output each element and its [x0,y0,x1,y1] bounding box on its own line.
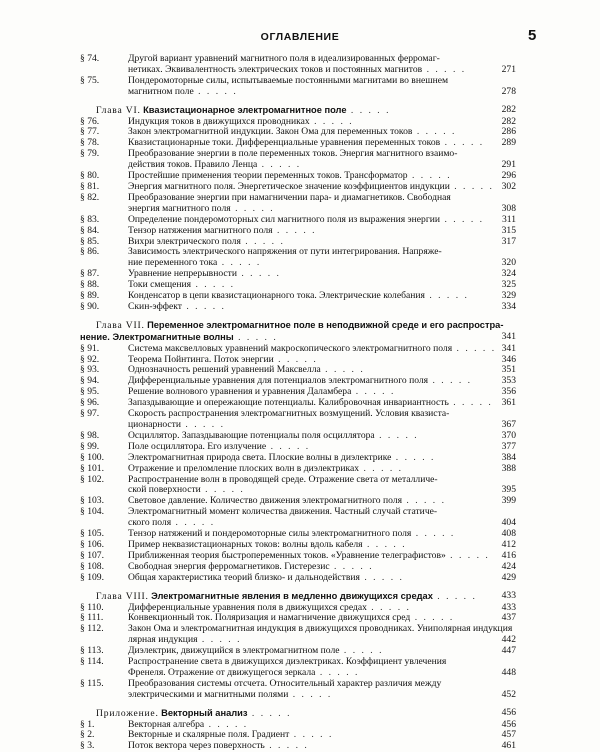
section-title: Свободная энергия ферромагнетиков. Гистерезис [128,560,330,572]
section-number: § 2. [80,729,95,741]
section-number: § 100. [80,451,104,463]
section-gap [80,313,516,320]
page-ref: 452 [498,690,516,701]
section-number: § 78. [80,137,100,149]
section-number: § 112. [80,623,104,635]
page-ref: 442 [498,635,516,646]
section-title: Однозначность решений уравнений Максвелла [128,364,321,376]
chapter-label: Глава VII. [96,319,145,331]
section-number: § 104. [80,506,104,518]
section-number: § 93. [80,364,100,376]
page-ref: 448 [498,668,516,679]
page-ref: 320 [498,258,516,269]
section-number: § 105. [80,528,104,540]
page-ref: 395 [498,485,516,496]
section-number: § 97. [80,408,100,420]
section-number: § 3. [80,740,95,752]
page-ref: 370 [498,431,516,442]
section-title: электрическими и магнитными полями [128,688,289,700]
section-number: § 77. [80,126,100,138]
dot-leader: . . . . . [428,375,473,387]
dot-leader: . . . . . [366,601,411,613]
dot-leader: . . . . . [448,397,493,409]
toc-chapter-line [80,320,516,332]
section-title: Дифференциальные уравнения поля в движущихся средах [128,601,367,613]
section-number: § 75. [80,74,100,86]
section-number: § 83. [80,213,100,225]
page-ref: 317 [498,237,516,248]
page-ref: 433 [498,591,516,602]
dot-leader: . . . . . [240,235,285,247]
dot-leader: . . . . . [351,386,396,398]
dot-leader: . . . . . [289,729,334,741]
section-title: Тензор натяжения магнитного поля [128,224,273,236]
dot-leader: . . . . . [193,85,238,97]
page-ref: 353 [498,376,516,387]
section-title: Индукция токов в движущихся проводниках [128,115,310,127]
dot-leader: . . . . . [230,202,275,214]
section-number: § 106. [80,538,104,550]
dot-leader: . . . . . [411,528,456,540]
chapter-title: Электромагнитные явления в медленно движущихся средах [151,590,433,601]
section-number: § 115. [80,677,104,689]
dot-leader: . . . . . [200,484,245,496]
dot-leader: . . . . . [359,462,404,474]
section-number: § 87. [80,268,100,280]
page-ref: 356 [498,387,516,398]
page-ref: 351 [498,365,516,376]
section-number: § 110. [80,601,104,613]
dot-leader: . . . . . [402,495,446,507]
section-number: § 99. [80,440,100,452]
section-title: Векторные и скалярные поля. Градиент [128,729,290,741]
page-ref: 289 [498,138,516,149]
section-number: § 89. [80,290,100,302]
section-title: Векторная алгебра [128,718,205,730]
chapter-title: Векторный анализ [161,707,248,718]
dot-leader: . . . . . [339,645,384,657]
page-ref: 412 [498,540,516,551]
dot-leader: . . . . . [191,279,236,291]
section-title: Френеля. Отражение от движущегося зеркала [128,666,316,678]
dot-leader: . . . . . [440,137,485,149]
page-ref: 388 [498,464,516,475]
section-title: Электромагнитная природа света. Плоские волны в диэлектрике [128,451,392,463]
section-title: ционарности [128,419,182,430]
section-number: § 114. [80,656,104,668]
page-ref: 334 [498,302,516,313]
page-ref: 437 [498,613,516,624]
toc-entry-line [80,302,516,313]
section-title: Преобразование энергии при намагничении пара- и диамагнетиков. Свободная [128,191,451,203]
toc-entry-line [80,87,516,98]
page-ref: 341 [498,332,516,343]
page-ref: 278 [498,87,516,98]
dot-leader: . . . . . [233,331,278,343]
dot-leader: . . . . . [391,451,436,463]
section-title: Осциллятор. Запаздывающие потенциалы поля осциллятора [128,429,375,441]
section-title: ской поверхности [128,484,201,496]
page-ref: 404 [498,518,516,529]
dot-leader: . . . . . [181,300,226,312]
page-ref: 384 [498,453,516,464]
dot-leader: . . . . . [374,429,419,441]
section-title: Квазистационарные токи. Дифференциальные уравнения переменных токов [128,137,441,149]
section-title: Закон Ома и электромагнитная индукция в движущихся проводниках. Униполярная индукция [128,623,513,635]
section-number: § 109. [80,571,104,583]
section-number: § 1. [80,718,95,730]
section-number: § 94. [80,375,100,387]
dot-leader: . . . . . [266,440,311,452]
section-title: Электромагнитный момент количества движения. Частный случай статиче- [128,506,438,518]
dot-leader: . . . . . [432,590,477,602]
dot-leader: . . . . . [452,342,497,354]
page-ref: 282 [498,117,516,128]
page-ref: 457 [498,730,516,741]
page-ref: 346 [498,355,516,366]
section-title: магнитном поле [128,85,194,97]
section-number: § 113. [80,645,104,657]
dot-leader: . . . . . [412,126,457,138]
dot-leader: . . . . . [217,257,262,269]
dot-leader: . . . . . [440,213,485,225]
page-ref: 308 [498,204,516,215]
toc-entry-line [80,690,516,701]
section-number: § 107. [80,549,104,561]
page-ref: 424 [498,562,516,573]
section-title: ского поля [128,517,172,529]
section-number: § 90. [80,300,100,312]
section-title: Тензор натяжений и пондеромоторные силы электромагнитного поля [128,528,412,540]
dot-leader: . . . . . [445,549,490,561]
section-title: Теорема Пойнтинга. Поток энергии [128,353,274,365]
page-ref: 461 [498,741,516,752]
dot-leader: . . . . . [320,364,365,376]
page-ref: 377 [498,442,516,453]
section-title: действия токов. Правило Ленца [128,159,258,171]
chapter-title: Переменное электромагнитное поле в неподвижной среде и его распростра- [147,319,504,330]
chapter-title: Квазистационарное электромагнитное поле [143,104,347,115]
page-ref: 361 [498,398,516,409]
section-title: Поле осциллятора. Его излучение [128,440,267,452]
page-ref: 315 [498,226,516,237]
section-gap [80,701,516,708]
dot-leader: . . . . . [273,353,318,365]
section-title: Система максвелловых уравнений макроскопического электромагнитного поля [128,342,453,354]
page-ref: 447 [498,646,516,657]
section-title: Поток вектора через поверхность [128,740,265,752]
section-title: Закон электромагнитной индукции. Закон Ома для переменных токов [128,126,413,138]
section-title: Дифференциальные уравнения для потенциалов электромагнитного поля [128,375,429,387]
page-ref: 408 [498,529,516,540]
section-title: Отражение и преломление плоских волн в диэлектриках [128,462,360,474]
section-number: § 85. [80,235,100,247]
dot-leader: . . . . . [410,612,455,624]
section-title: Пондеромоторные силы, испытываемые постоянными магнитами во внешнем [128,74,449,86]
dot-leader: . . . . . [424,290,469,302]
page-ref: 282 [498,105,516,116]
toc-entry-line [80,741,516,752]
section-number: § 102. [80,473,104,485]
chapter-label: Приложение. [96,707,159,719]
dot-leader: . . . . . [449,180,494,192]
section-gap [80,584,516,591]
section-title: Конвекционный ток. Поляризация и намагничение движущихся сред [128,612,411,624]
page-ref: 324 [498,269,516,280]
section-number: § 80. [80,170,100,182]
section-title: Скорость распространения электромагнитных возмущений. Условия квазиста- [128,408,450,420]
dot-leader: . . . . . [288,688,333,700]
dot-leader: . . . . . [407,170,452,182]
section-title: лярная индукция [128,634,198,646]
page-ref: 329 [498,291,516,302]
section-title: Пример неквазистационарных токов: волны вдоль кабеля [128,538,363,550]
section-title: Определение пондеромоторных сил магнитного поля из выражения энергии [128,213,441,225]
section-title: ние переменного тока [128,257,218,269]
section-title: Зависимость электрического напряжения от пути интегрирования. Напряже- [128,246,442,258]
section-number: § 76. [80,115,100,127]
dot-leader: . . . . . [171,517,216,529]
section-number: § 96. [80,397,100,409]
page-header-title: ОГЛАВЛЕНИЕ [260,31,340,43]
section-title: Общая характеристика теорий близко- и дальнодействия [128,571,360,583]
section-gap [80,98,516,105]
page-ref: 341 [498,344,516,355]
page-ref: 367 [498,420,516,431]
section-number: § 86. [80,246,100,258]
table-of-contents [80,54,516,752]
page-ref: 311 [498,215,516,226]
chapter-label: Глава VI. [96,104,141,116]
dot-leader: . . . . . [257,159,302,171]
dot-leader: . . . . . [181,419,225,430]
section-title: Вихри электрического поля [128,235,241,247]
section-number: § 111. [80,612,104,624]
dot-leader: . . . . . [422,63,467,75]
section-title: нетиках. Эквивалентность электрических токов и постоянных магнитов [128,63,423,75]
dot-leader: . . . . . [197,634,242,646]
section-number: § 81. [80,180,100,192]
section-number: § 82. [80,191,100,203]
section-title: Решение волнового уравнения и уравнения Даламбера [128,386,352,398]
page-ref: 291 [498,160,516,171]
section-title: Распространение света в движущихся диэлектриках. Коэффициент увлечения [128,656,447,668]
section-title: Скин-эффект [128,300,182,312]
section-number: § 98. [80,429,100,441]
section-title: Запаздывающие и опережающие потенциалы. Калибровочная инвариантность [128,397,449,409]
section-title: Световое давление. Количество движения электромагнитного поля [128,495,403,507]
dot-leader: . . . . . [272,224,317,236]
dot-leader: . . . . . [362,538,407,550]
dot-leader: . . . . . [359,571,404,583]
dot-leader: . . . . . [264,740,309,752]
page-ref: 429 [498,573,516,584]
section-number: § 103. [80,495,104,507]
section-title: Уравнение непрерывности [128,268,237,280]
dot-leader: . . . . . [247,707,292,719]
chapter-title: нение. Электромагнитные волны [80,331,234,342]
dot-leader: . . . . . [315,666,360,678]
dot-leader: . . . . . [346,104,391,116]
chapter-label: Глава VIII. [96,590,149,602]
section-number: § 74. [80,53,100,64]
section-number: § 95. [80,386,100,398]
section-number: § 92. [80,353,100,365]
section-title: Энергия магнитного поля. Энергетическое значение коэффициентов индукции [128,180,450,192]
section-number: § 79. [80,148,100,160]
section-title: Диэлектрик, движущийся в электромагнитном поле [128,645,340,657]
toc-entry-line [80,573,516,584]
page-ref: 399 [498,496,516,507]
section-title: Распространение волн в проводящей среде. Отражение света от металличе- [128,473,438,485]
section-title: Конденсатор в цепи квазистационарного тока. Электрические колебания [128,290,425,302]
section-title: энергия магнитного поля [128,202,231,214]
section-title: Токи смещения [128,279,192,291]
section-title: Приближенная теория быстропеременных токов. «Уравнение телеграфистов» [128,549,446,561]
page-ref: 325 [498,280,516,291]
dot-leader: . . . . . [309,115,354,127]
page-ref: 286 [498,127,516,138]
page-ref: 456 [498,720,516,731]
section-title: Простейшие применения теории переменных токов. Трансформатор [128,170,408,182]
section-title: Преобразование энергии в поле переменных токов. Энергия магнитного взаимо- [128,148,458,160]
page-ref: 416 [498,551,516,562]
section-title: Преобразования системы отсчета. Относительный характер различия между [128,677,442,689]
page-number: 5 [528,27,537,44]
dot-leader: . . . . . [329,560,374,572]
section-title: Другой вариант уравнений магнитного поля в идеализированных ферромаг- [128,53,440,64]
section-number: § 88. [80,279,100,291]
dot-leader: . . . . . [204,718,249,730]
section-number: § 91. [80,342,100,354]
section-number: § 84. [80,224,100,236]
page-ref: 302 [498,182,516,193]
page-ref: 296 [498,171,516,182]
section-number: § 108. [80,560,104,572]
section-number: § 101. [80,462,104,474]
page-ref: 456 [498,708,516,719]
page-ref: 433 [498,603,516,614]
dot-leader: . . . . . [236,268,281,280]
page-ref: 271 [498,65,516,76]
